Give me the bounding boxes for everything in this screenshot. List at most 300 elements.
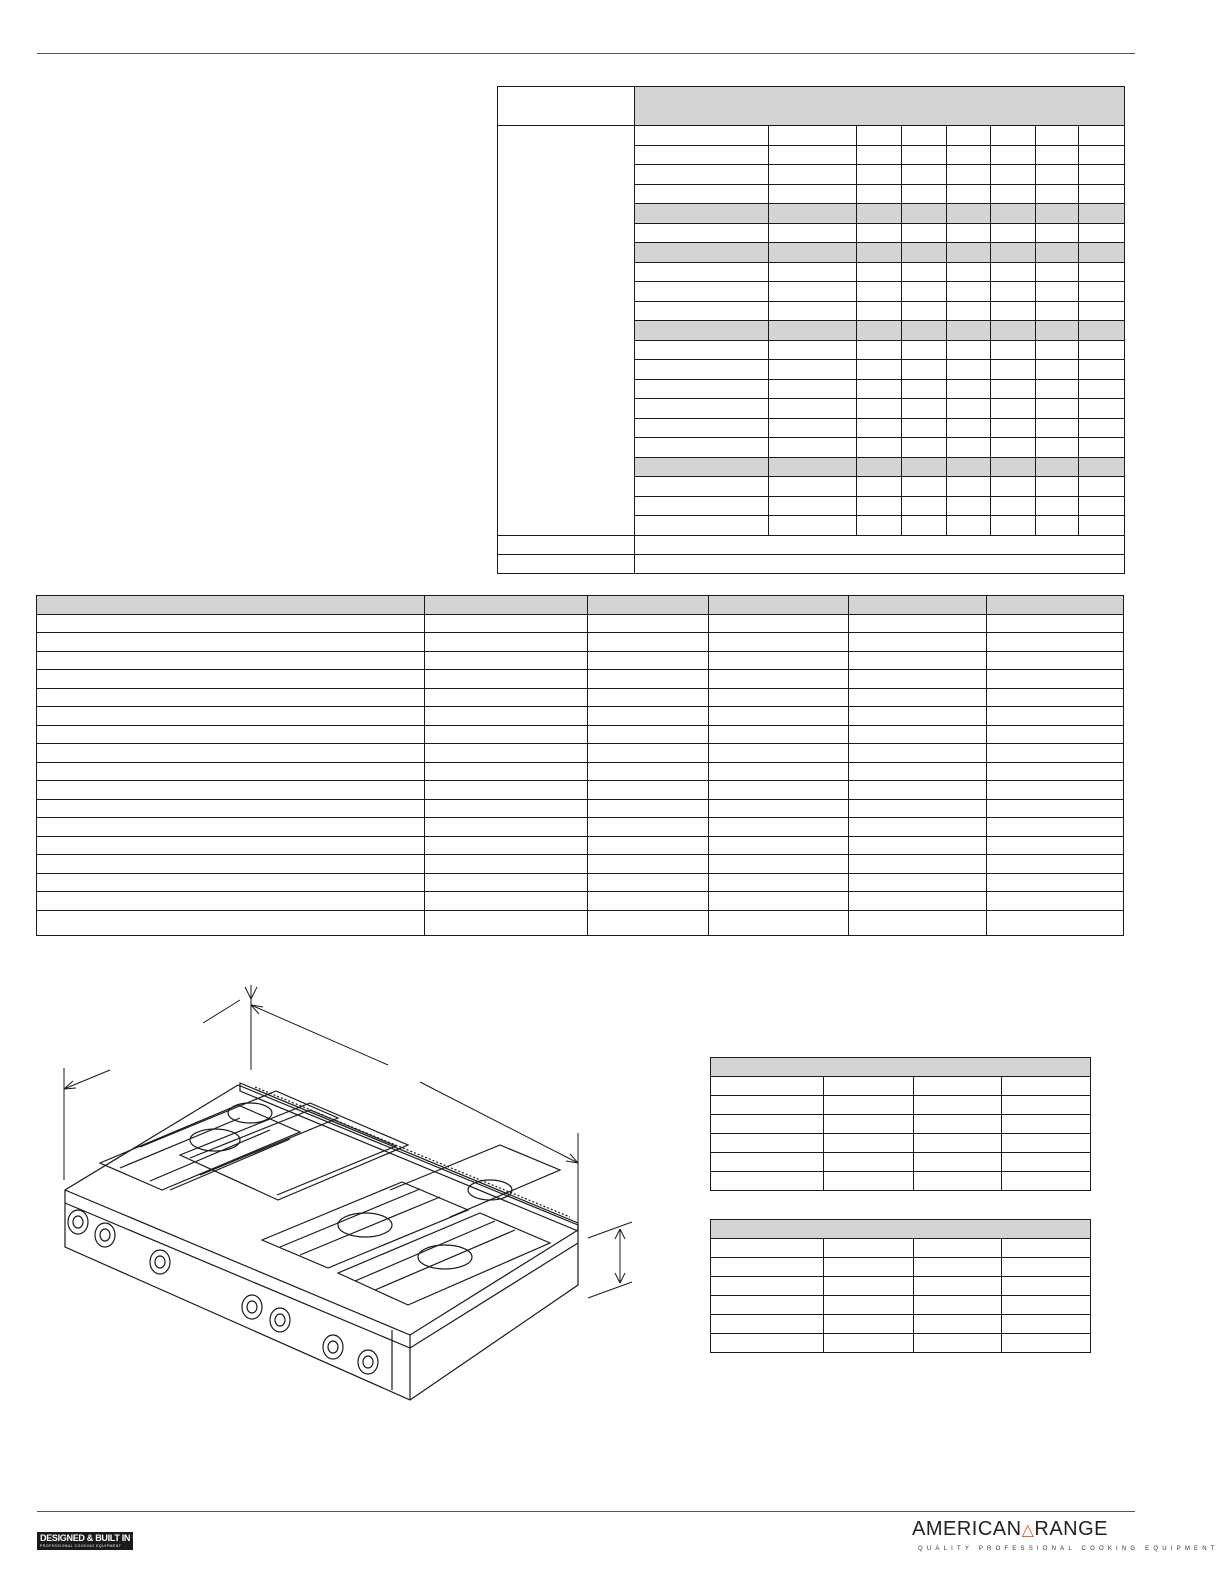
table-cell [769, 496, 857, 516]
table-cell [947, 321, 991, 341]
table-cell [769, 204, 857, 224]
table-cell [991, 360, 1036, 380]
table-cell [1079, 360, 1125, 380]
table-cell [711, 1058, 1091, 1077]
table-cell [987, 836, 1124, 855]
table-cell [769, 165, 857, 185]
table-cell [711, 1096, 824, 1115]
table-cell [902, 477, 947, 497]
table-cell [709, 725, 849, 744]
table-cell [1036, 145, 1079, 165]
table-cell [947, 282, 991, 302]
table-cell [635, 184, 769, 204]
table-cell [769, 243, 857, 263]
table-row [37, 707, 1124, 726]
table-cell [588, 633, 709, 652]
table-cell [987, 651, 1124, 670]
table-cell [991, 477, 1036, 497]
table-cell [1002, 1258, 1091, 1277]
table-row [37, 670, 1124, 689]
table-cell [857, 301, 902, 321]
flame-icon: △ [1021, 1522, 1035, 1539]
table-cell [37, 744, 425, 763]
table-cell [1079, 399, 1125, 419]
table-row [711, 1172, 1091, 1191]
table-cell [987, 762, 1124, 781]
table-cell [588, 855, 709, 874]
table-cell [425, 781, 588, 800]
table-cell [1079, 204, 1125, 224]
table-cell [902, 184, 947, 204]
table-cell [1036, 379, 1079, 399]
table-cell [425, 855, 588, 874]
table-cell [947, 262, 991, 282]
table-cell [947, 457, 991, 477]
table-cell [902, 165, 947, 185]
table-cell [498, 554, 635, 573]
table-cell [849, 670, 987, 689]
table-cell [947, 126, 991, 146]
table-cell [769, 399, 857, 419]
table-row [37, 651, 1124, 670]
table-cell [947, 379, 991, 399]
table-cell [588, 670, 709, 689]
table-cell [857, 184, 902, 204]
table-cell [37, 596, 425, 615]
table-cell [902, 340, 947, 360]
table-cell [769, 379, 857, 399]
table-cell [425, 744, 588, 763]
table-cell [711, 1315, 824, 1334]
table-row [37, 910, 1124, 935]
table-row [711, 1277, 1091, 1296]
table-cell [987, 818, 1124, 837]
table-cell [1036, 340, 1079, 360]
table-row [37, 818, 1124, 837]
table-cell [635, 145, 769, 165]
table-cell [947, 301, 991, 321]
brand-wordmark: AMERICAN△RANGE [912, 1518, 1109, 1540]
table-cell [588, 762, 709, 781]
table-cell [849, 614, 987, 633]
table-row [37, 633, 1124, 652]
table-cell [1079, 145, 1125, 165]
table-row [711, 1239, 1091, 1258]
table-cell [857, 360, 902, 380]
table-cell [849, 781, 987, 800]
table-cell [37, 799, 425, 818]
badge-subtitle: PROFESSIONAL COOKING EQUIPMENT [40, 1544, 122, 1548]
table-cell [914, 1134, 1002, 1153]
table-cell [947, 184, 991, 204]
table-cell [914, 1334, 1002, 1353]
table-cell [849, 651, 987, 670]
table-cell [635, 418, 769, 438]
table-cell [1036, 223, 1079, 243]
table-cell [711, 1115, 824, 1134]
table-row [37, 855, 1124, 874]
table-row [711, 1334, 1091, 1353]
table-cell [709, 855, 849, 874]
table-cell [824, 1258, 914, 1277]
table-cell [987, 873, 1124, 892]
table-cell [1036, 496, 1079, 516]
table-cell [991, 243, 1036, 263]
table-cell [857, 399, 902, 419]
table-cell [769, 340, 857, 360]
table-cell [709, 799, 849, 818]
table-cell [1036, 438, 1079, 458]
table-cell [987, 744, 1124, 763]
table-cell [947, 204, 991, 224]
table-row [37, 892, 1124, 911]
table-cell [425, 670, 588, 689]
table-cell [857, 223, 902, 243]
table-row [711, 1115, 1091, 1134]
table-cell [914, 1115, 1002, 1134]
table-cell [902, 262, 947, 282]
table-cell [1002, 1153, 1091, 1172]
table-cell [1036, 184, 1079, 204]
table-cell [1079, 126, 1125, 146]
table-cell [1079, 496, 1125, 516]
table-cell [709, 762, 849, 781]
table-cell [769, 126, 857, 146]
table-cell [588, 596, 709, 615]
table-cell [857, 438, 902, 458]
spec-header-row [498, 87, 1125, 126]
table-cell [987, 855, 1124, 874]
table-cell [425, 892, 588, 911]
table-cell [1002, 1096, 1091, 1115]
table-row [37, 762, 1124, 781]
table-cell [635, 282, 769, 302]
table-row [37, 799, 1124, 818]
table-cell [425, 725, 588, 744]
table-cell [635, 204, 769, 224]
small-table-2 [710, 1219, 1091, 1353]
table-cell [37, 707, 425, 726]
table-cell [849, 855, 987, 874]
table-cell [1002, 1315, 1091, 1334]
table-cell [902, 282, 947, 302]
table-cell [1036, 262, 1079, 282]
table-cell [635, 379, 769, 399]
table-cell [37, 614, 425, 633]
table-cell [635, 223, 769, 243]
table-cell [1036, 399, 1079, 419]
table-cell [709, 781, 849, 800]
table-row [711, 1153, 1091, 1172]
table-cell [1002, 1239, 1091, 1258]
table-cell [1036, 301, 1079, 321]
table-cell [1036, 165, 1079, 185]
dimension-arrow-icon [64, 985, 632, 1298]
table-cell [1036, 282, 1079, 302]
table-cell [902, 399, 947, 419]
table-cell [991, 516, 1036, 536]
table-cell [947, 399, 991, 419]
table-cell [769, 282, 857, 302]
table-cell [902, 243, 947, 263]
table-cell [588, 799, 709, 818]
table-cell [498, 535, 635, 554]
american-range-logo [912, 1518, 1219, 1558]
table-cell [769, 301, 857, 321]
table-cell [991, 184, 1036, 204]
table-cell [709, 614, 849, 633]
table-cell [1079, 438, 1125, 458]
table-cell [635, 301, 769, 321]
table-cell [902, 418, 947, 438]
table-cell [37, 670, 425, 689]
table-cell [914, 1096, 1002, 1115]
table-cell [588, 688, 709, 707]
table-cell [849, 873, 987, 892]
table-cell [635, 165, 769, 185]
table-cell [1002, 1134, 1091, 1153]
table-cell [635, 535, 1125, 554]
table-cell [849, 688, 987, 707]
table-cell [991, 126, 1036, 146]
table-cell [991, 418, 1036, 438]
table-cell [1079, 379, 1125, 399]
table-cell [849, 799, 987, 818]
table-cell [991, 223, 1036, 243]
table-cell [588, 873, 709, 892]
table-cell [857, 282, 902, 302]
table-cell [425, 688, 588, 707]
table-cell [635, 554, 1125, 573]
table-cell [902, 360, 947, 380]
table-cell [425, 762, 588, 781]
table-cell [588, 744, 709, 763]
top-rule [37, 53, 1135, 54]
table-row [498, 126, 1125, 146]
table-cell [857, 516, 902, 536]
table-cell [709, 892, 849, 911]
table-cell [498, 126, 635, 536]
table-cell [857, 126, 902, 146]
table-cell [914, 1258, 1002, 1277]
table-cell [709, 910, 849, 935]
table-cell [769, 262, 857, 282]
table-cell [425, 707, 588, 726]
table-cell [824, 1296, 914, 1315]
table-cell [37, 688, 425, 707]
table-cell [588, 910, 709, 935]
table-cell [37, 910, 425, 935]
table-cell [849, 892, 987, 911]
table-cell [635, 321, 769, 341]
table-cell [711, 1172, 824, 1191]
table-cell [857, 457, 902, 477]
table-cell [987, 725, 1124, 744]
table-cell [947, 496, 991, 516]
table-cell [857, 321, 902, 341]
table-cell [849, 818, 987, 837]
bottom-rule [37, 1511, 1135, 1512]
table-row [37, 688, 1124, 707]
table-cell [1079, 262, 1125, 282]
rangetop-illustration [40, 985, 660, 1410]
table-cell [1036, 418, 1079, 438]
table-cell [857, 262, 902, 282]
designed-built-usa-badge [37, 1532, 151, 1550]
table-cell [769, 477, 857, 497]
table-cell [37, 836, 425, 855]
table-cell [1002, 1077, 1091, 1096]
table-cell [425, 614, 588, 633]
table-cell [635, 87, 1125, 126]
table-cell [635, 360, 769, 380]
table-cell [635, 477, 769, 497]
table-cell [902, 126, 947, 146]
table-cell [987, 910, 1124, 935]
table-cell [857, 496, 902, 516]
table-cell [857, 165, 902, 185]
table-cell [635, 126, 769, 146]
table-row [711, 1258, 1091, 1277]
table-cell [902, 379, 947, 399]
table-cell [588, 614, 709, 633]
table-cell [1079, 184, 1125, 204]
table-cell [1036, 204, 1079, 224]
table-cell [987, 799, 1124, 818]
table-cell [709, 873, 849, 892]
table-cell [769, 457, 857, 477]
table-cell [1002, 1277, 1091, 1296]
table-cell [1002, 1296, 1091, 1315]
table-cell [991, 301, 1036, 321]
table-row [37, 744, 1124, 763]
table-cell [824, 1277, 914, 1296]
table-cell [635, 438, 769, 458]
table-cell [1079, 243, 1125, 263]
table-row [711, 1096, 1091, 1115]
table-cell [769, 321, 857, 341]
brand-tagline: QUALITY PROFESSIONAL COOKING EQUIPMENT [918, 1546, 1219, 1552]
table-cell [991, 204, 1036, 224]
table-cell [769, 418, 857, 438]
table-cell [947, 243, 991, 263]
table-row [37, 614, 1124, 633]
table-cell [711, 1134, 824, 1153]
table-cell [709, 633, 849, 652]
table-cell [824, 1077, 914, 1096]
table-cell [902, 204, 947, 224]
table-cell [588, 892, 709, 911]
badge-title: DESIGNED & BUILT IN USA [40, 1533, 151, 1543]
table-cell [824, 1239, 914, 1258]
table-cell [902, 516, 947, 536]
table-cell [1079, 418, 1125, 438]
rangetop-body [65, 1083, 578, 1400]
table-cell [1036, 516, 1079, 536]
table-cell [987, 892, 1124, 911]
table-cell [914, 1172, 1002, 1191]
table-row [711, 1077, 1091, 1096]
table-cell [635, 262, 769, 282]
table-cell [947, 145, 991, 165]
table-cell [849, 596, 987, 615]
table-cell [824, 1153, 914, 1172]
table-cell [824, 1172, 914, 1191]
table-cell [947, 438, 991, 458]
table-cell [709, 596, 849, 615]
table-cell [857, 204, 902, 224]
table-cell [1079, 165, 1125, 185]
table-cell [991, 282, 1036, 302]
table-cell [769, 360, 857, 380]
table-cell [991, 438, 1036, 458]
table-cell [588, 836, 709, 855]
table-cell [425, 651, 588, 670]
table-cell [1079, 477, 1125, 497]
table-cell [849, 744, 987, 763]
table-cell [769, 438, 857, 458]
options-table [36, 595, 1124, 936]
table-cell [425, 799, 588, 818]
spec-table [497, 86, 1125, 574]
table-cell [711, 1153, 824, 1172]
table-cell [947, 340, 991, 360]
table-cell [857, 145, 902, 165]
table-cell [914, 1296, 1002, 1315]
table-cell [709, 836, 849, 855]
table-cell [635, 457, 769, 477]
table-cell [425, 633, 588, 652]
table-cell [857, 477, 902, 497]
table-cell [711, 1277, 824, 1296]
table-cell [37, 855, 425, 874]
table-cell [588, 781, 709, 800]
table-cell [902, 496, 947, 516]
table-cell [635, 516, 769, 536]
table-cell [37, 762, 425, 781]
table-cell [902, 321, 947, 341]
table-cell [37, 725, 425, 744]
table-cell [824, 1134, 914, 1153]
table-cell [635, 243, 769, 263]
table-cell [849, 910, 987, 935]
table-cell [1079, 223, 1125, 243]
table-cell [1002, 1115, 1091, 1134]
table-cell [588, 707, 709, 726]
table-cell [1079, 457, 1125, 477]
table-row [711, 1058, 1091, 1077]
table-cell [857, 243, 902, 263]
table-cell [1079, 282, 1125, 302]
table-cell [857, 340, 902, 360]
table-cell [1036, 477, 1079, 497]
table-cell [588, 725, 709, 744]
table-cell [37, 818, 425, 837]
table-cell [1036, 457, 1079, 477]
table-cell [1036, 321, 1079, 341]
table-cell [425, 818, 588, 837]
table-cell [635, 496, 769, 516]
small-table-1 [710, 1057, 1091, 1191]
table-cell [902, 438, 947, 458]
table-cell [991, 457, 1036, 477]
table-cell [1079, 301, 1125, 321]
table-cell [425, 873, 588, 892]
table-cell [709, 744, 849, 763]
table-cell [1079, 340, 1125, 360]
table-cell [991, 262, 1036, 282]
table-cell [914, 1153, 1002, 1172]
